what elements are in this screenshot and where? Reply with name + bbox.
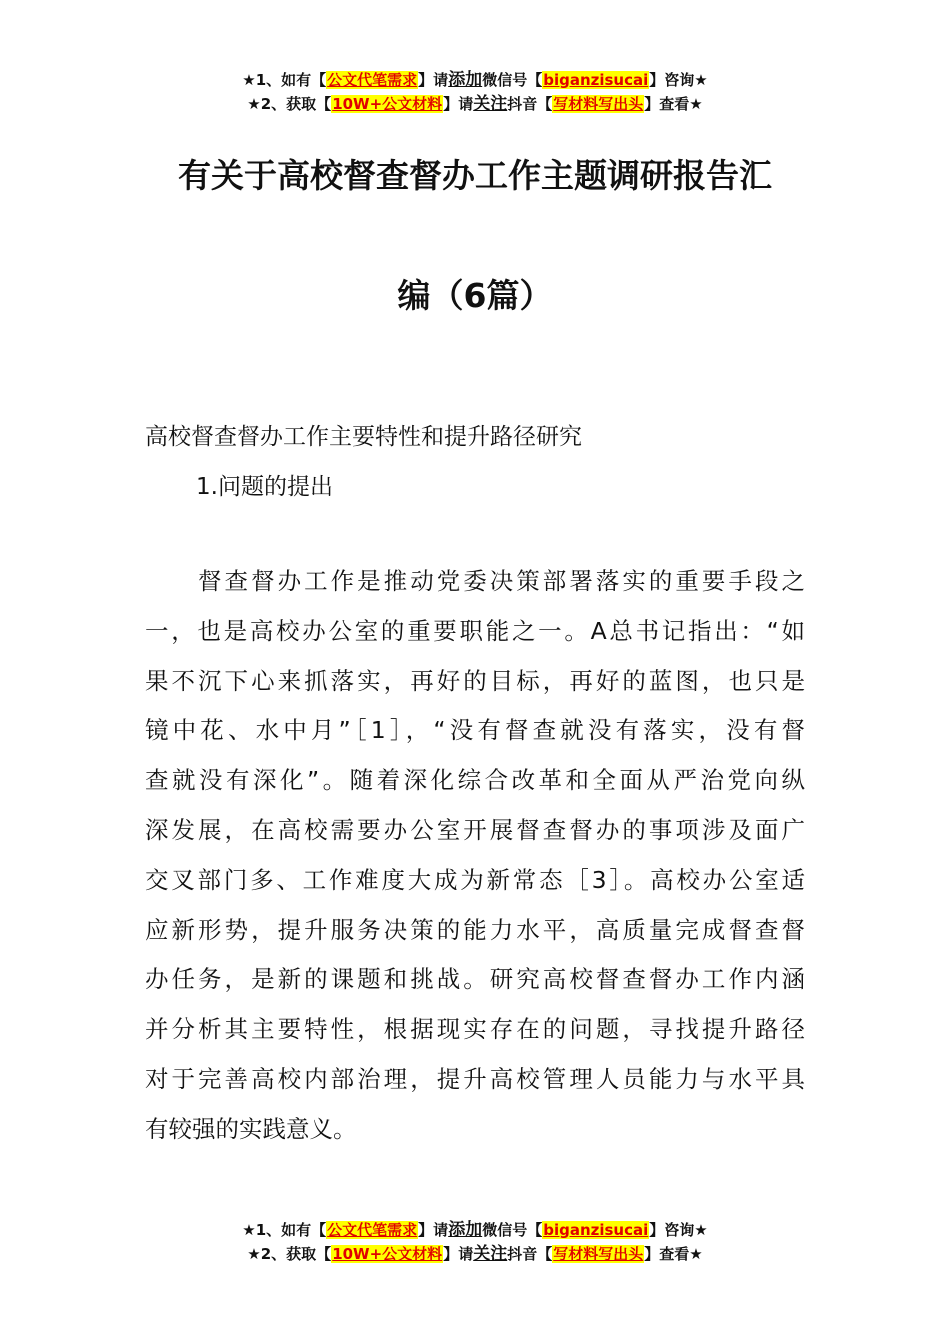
paragraph-line: 对于完善高校内部治理，提升高校管理人员能力与水平具 [145,1064,805,1093]
doc-title-line-1: 有关于高校督查督办工作主题调研报告汇 [178,156,772,195]
footer-ad [0,1218,950,1266]
section-title: 高校督查督办工作主要特性和提升路径研究 [145,424,582,450]
paragraph-line: 有较强的实践意义。 [145,1114,357,1143]
paragraph-line: 办任务，是新的课题和挑战。研究高校督查督办工作内涵 [145,965,805,994]
ad-line-2: ★2、获取【10W+公文材料】请关注抖音【写材料写出头】查看★ [247,1244,703,1264]
paragraph-line: 一，也是高校办公室的重要职能之一。A总书记指出：“如 [145,616,805,645]
paragraph-line: 交叉部门多、工作难度大成为新常态［3］。高校办公室适 [145,865,805,894]
paragraph-line: 深发展，在高校需要办公室开展督查督办的事项涉及面广 [145,815,805,844]
paragraph-line: 并分析其主要特性，根据现实存在的问题，寻找提升路径 [145,1015,805,1044]
ad-line-1: ★1、如有【公文代笔需求】请添加微信号【biganzisucai】咨询★ [242,1220,708,1240]
ad-line-2: ★2、获取【10W+公文材料】请关注抖音【写材料写出头】查看★ [247,94,703,114]
paragraph-line: 镜中花、水中月”［1］，“没有督查就没有落实，没有督 [145,716,805,745]
paragraph-line: 应新形势，提升服务决策的能力水平，高质量完成督查督 [145,915,805,944]
doc-title-line-2: 编（6篇） [397,276,553,315]
ad-line-1: ★1、如有【公文代笔需求】请添加微信号【biganzisucai】咨询★ [242,70,708,90]
header-ad [0,68,950,116]
body-paragraph [145,557,805,1155]
subsection-title: 1.问题的提出 [196,474,333,500]
paragraph-line: 查就没有深化”。随着深化综合改革和全面从严治党向纵 [145,766,805,795]
paragraph-line: 果不沉下心来抓落实，再好的目标，再好的蓝图，也只是 [145,666,805,695]
paragraph-line: 督查督办工作是推动党委决策部署落实的重要手段之 [145,567,805,595]
